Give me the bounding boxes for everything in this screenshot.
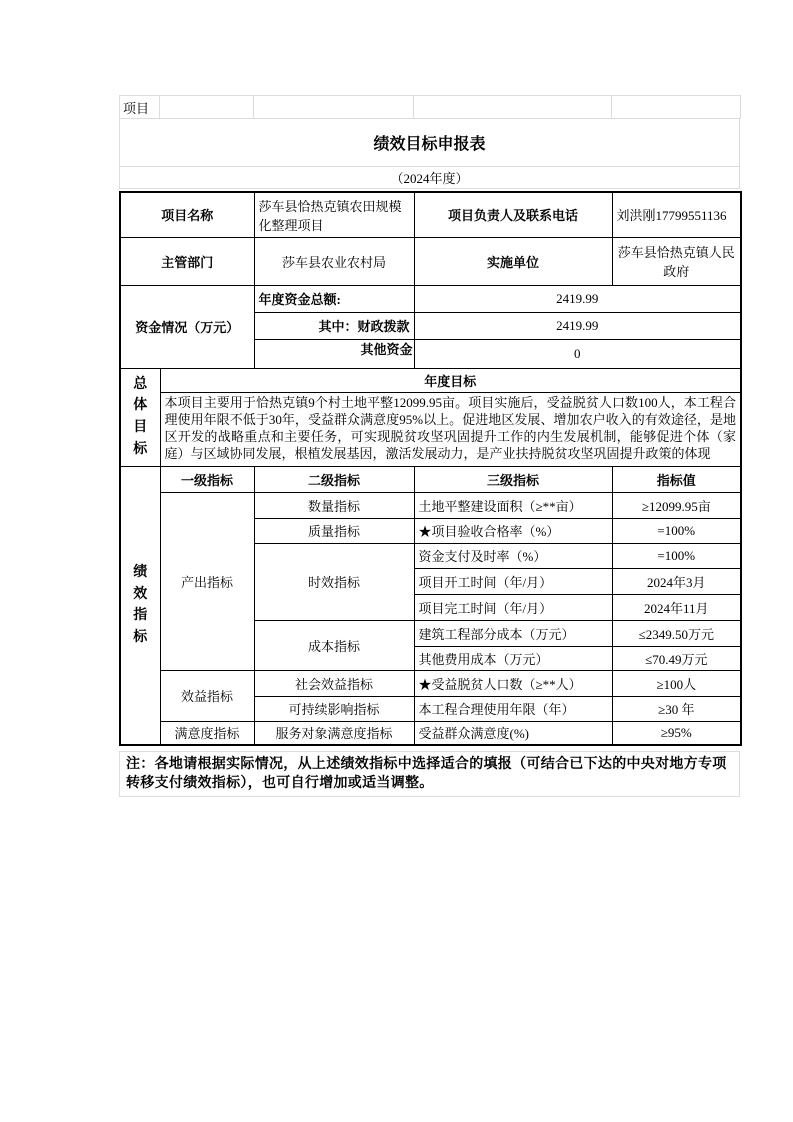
level2-cell: 社会效益指标 <box>254 670 414 696</box>
level2-cell: 质量指标 <box>254 518 414 543</box>
empty-cell <box>414 96 612 119</box>
indicator-row <box>120 721 741 745</box>
level3-cell: ★项目验收合格率（%） <box>414 518 612 543</box>
indicator-row <box>120 670 741 696</box>
doc-title: 绩效目标申报表 <box>119 119 740 167</box>
corner-project-label: 项目 <box>120 96 160 119</box>
empty-cell <box>160 96 254 119</box>
header-level3: 三级指标 <box>414 466 612 492</box>
header-level2: 二级指标 <box>254 466 414 492</box>
funding-fiscal-value: 2419.99 <box>414 312 741 339</box>
table-row <box>120 285 741 312</box>
annual-goal-header: 年度目标 <box>160 368 741 392</box>
declaration-sheet <box>119 95 740 797</box>
value-cell: ≤70.49万元 <box>612 646 741 670</box>
level3-cell: 其他费用成本（万元） <box>414 646 612 670</box>
leader-value: 刘洪刚17799551136 <box>612 192 741 237</box>
annual-goal-cell <box>160 392 741 466</box>
main-table <box>119 191 742 746</box>
empty-cell <box>612 96 741 119</box>
level1-cell: 满意度指标 <box>160 721 254 745</box>
table-row <box>120 392 741 466</box>
project-name-value: 莎车县恰热克镇农田规模化整理项目 <box>254 192 414 237</box>
implement-unit-value: 莎车县恰热克镇人民政府 <box>612 237 741 285</box>
level2-cell: 服务对象满意度指标 <box>254 721 414 745</box>
project-name-label: 项目名称 <box>120 192 254 237</box>
header-level1: 一级指标 <box>160 466 254 492</box>
value-cell: ≤2349.50万元 <box>612 620 741 646</box>
funding-other-value: 0 <box>414 339 741 368</box>
table-row <box>120 368 741 392</box>
level3-cell: 建筑工程部分成本（万元） <box>414 620 612 646</box>
funding-section-label: 资金情况（万元） <box>120 285 254 368</box>
value-cell: =100% <box>612 543 741 568</box>
level3-cell: 资金支付及时率（%） <box>414 543 612 568</box>
indicator-row <box>120 492 741 518</box>
value-cell: =100% <box>612 518 741 543</box>
level3-cell: 土地平整建设面积（≥**亩） <box>414 492 612 518</box>
funding-other-label-text: 其他资金 <box>360 341 413 357</box>
level2-cell: 成本指标 <box>254 620 414 670</box>
level2-cell: 可持续影响指标 <box>254 696 414 721</box>
indicators-side-label-text: 绩效指标 <box>133 564 148 645</box>
overall-goal-side-label <box>120 368 160 466</box>
overall-goal-side-label-text: 总体目标 <box>133 376 148 457</box>
level1-cell: 产出指标 <box>160 492 254 670</box>
leader-label: 项目负责人及联系电话 <box>414 192 612 237</box>
funding-total-value: 2419.99 <box>414 285 741 312</box>
header-value: 指标值 <box>612 466 741 492</box>
value-cell: 2024年11月 <box>612 594 741 620</box>
level2-cell: 数量指标 <box>254 492 414 518</box>
value-cell: ≥30 年 <box>612 696 741 721</box>
level3-cell: ★受益脱贫人口数（≥**人） <box>414 670 612 696</box>
level2-cell: 时效指标 <box>254 543 414 620</box>
level1-cell: 效益指标 <box>160 670 254 721</box>
table-row <box>120 237 741 285</box>
doc-subtitle: （2024年度） <box>119 167 740 189</box>
value-cell: ≥100人 <box>612 670 741 696</box>
top-grid-row <box>119 95 741 119</box>
indicators-side-label <box>120 466 160 745</box>
value-cell: ≥12099.95亩 <box>612 492 741 518</box>
footnote: 注：各地请根据实际情况，从上述绩效指标中选择适合的填报（可结合已下达的中央对地方专项转移支付绩效指标），也可自行增加或适当调整。 <box>119 751 740 797</box>
level3-cell: 项目完工时间（年/月） <box>414 594 612 620</box>
department-label: 主管部门 <box>120 237 254 285</box>
implement-unit-label: 实施单位 <box>414 237 612 285</box>
level3-cell: 本工程合理使用年限（年） <box>414 696 612 721</box>
funding-fiscal-label: 其中：财政拨款 <box>254 312 414 339</box>
empty-cell <box>254 96 414 119</box>
table-row <box>120 466 741 492</box>
value-cell: 2024年3月 <box>612 568 741 594</box>
level3-cell: 受益群众满意度(%) <box>414 721 612 745</box>
annual-goal-text: 本项目主要用于恰热克镇9个村土地平整12099.95亩。项目实施后，受益脱贫人口数100人，本工程合理使用年限不低于30年，受益群众满意度95%以上。促进地区发展、增加农户收入的有效途径，是地区开发的战略重点和主要任务，可实现脱贫攻坚巩固提升工作的内生发展机制，能够促进个体（家庭）与区域协同发展，根植发展基因，激活发展动力，是产业扶持脱贫攻坚巩固提升政策的体现 <box>164 394 737 461</box>
table-row <box>120 96 741 119</box>
funding-total-label: 年度资金总额: <box>254 285 414 312</box>
table-row <box>120 192 741 237</box>
funding-other-label <box>254 339 414 368</box>
level3-cell: 项目开工时间（年/月） <box>414 568 612 594</box>
department-value: 莎车县农业农村局 <box>254 237 414 285</box>
value-cell: ≥95% <box>612 721 741 745</box>
